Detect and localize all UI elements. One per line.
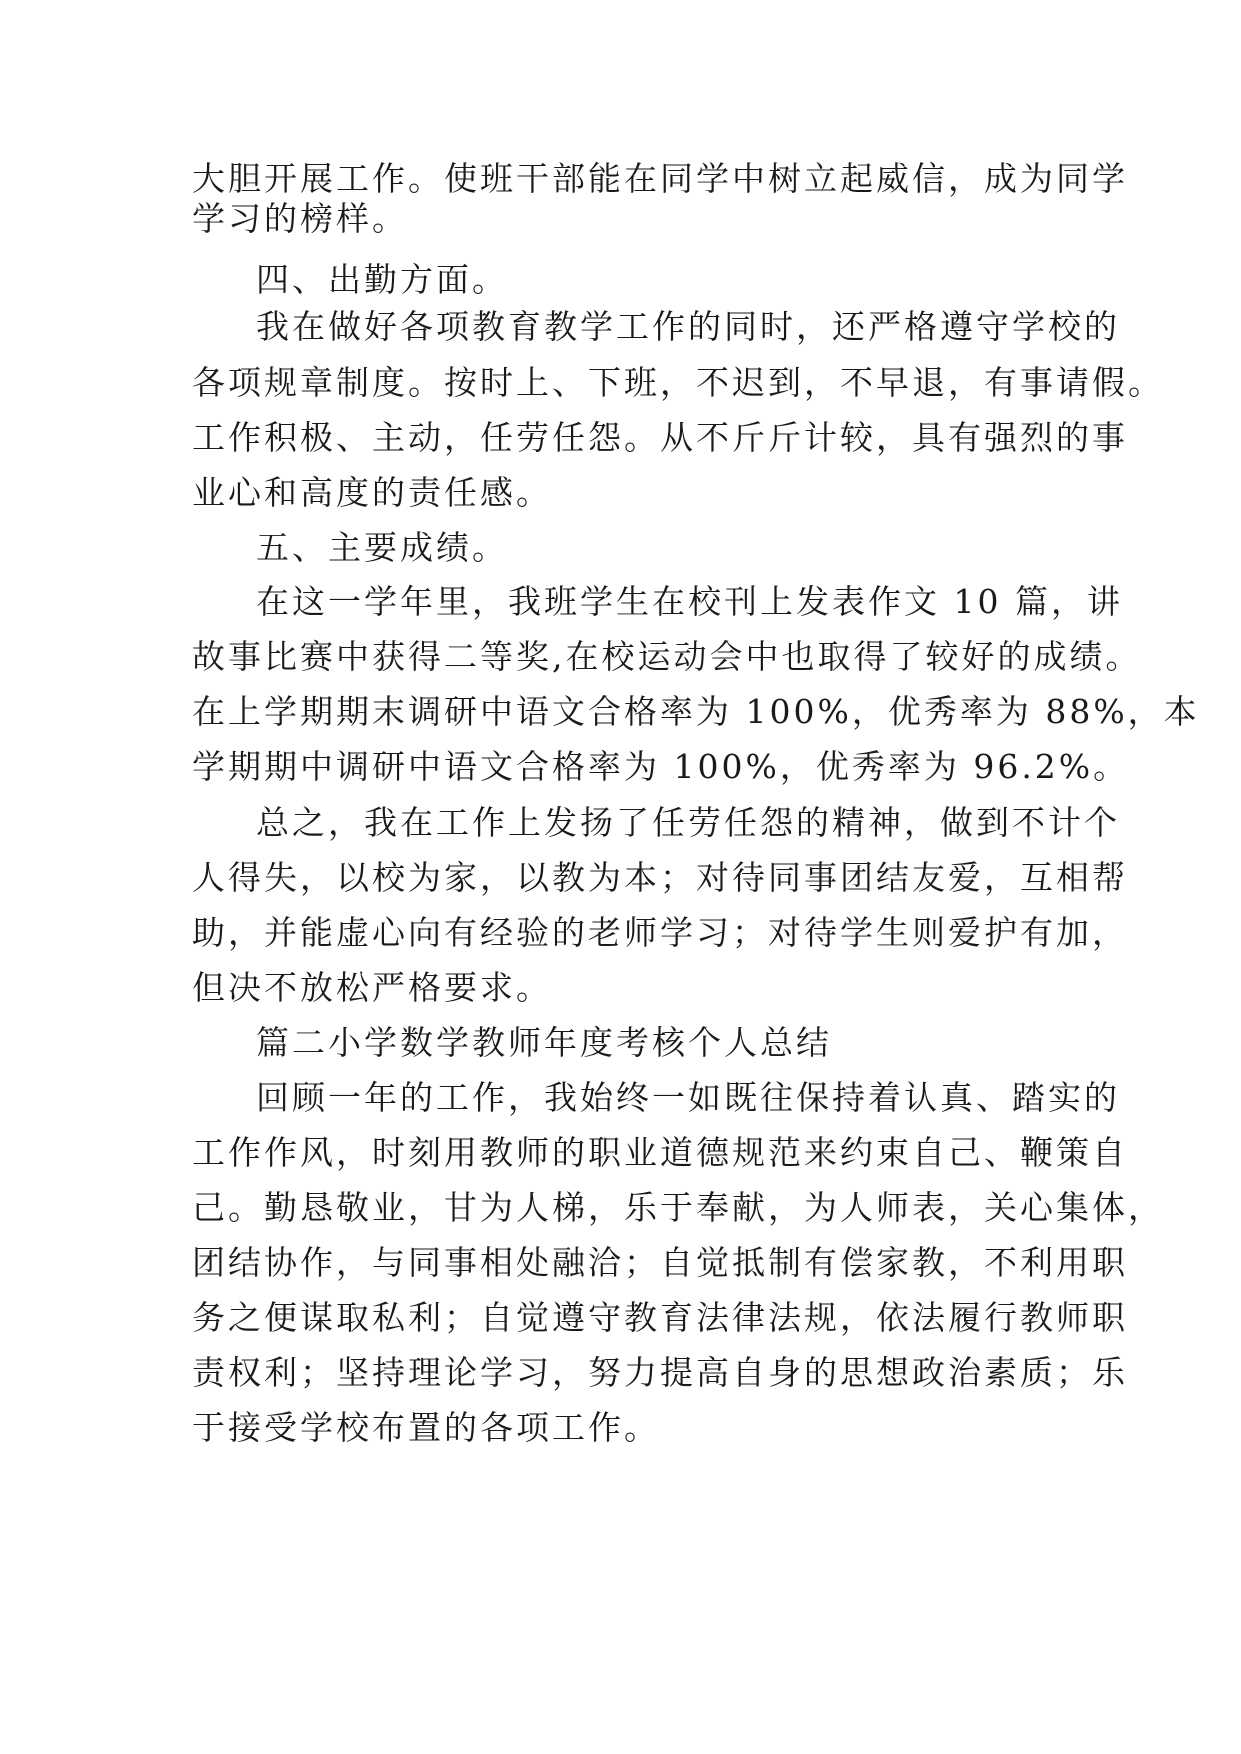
text-line: 工作作风，时刻用教师的职业道德规范来约束自己、鞭策自: [192, 1133, 1128, 1172]
text-line: 工作积极、主动，任劳任怨。从不斤斤计较，具有强烈的事: [192, 418, 1128, 457]
text-line: 团结协作，与同事相处融洽；自觉抵制有偿家教，不利用职: [192, 1243, 1128, 1282]
text-line: 回顾一年的工作，我始终一如既往保持着认真、踏实的: [256, 1078, 1120, 1117]
text-line: 业心和高度的责任感。: [192, 473, 552, 512]
text-line: 助，并能虚心向有经验的老师学习；对待学生则爱护有加，: [192, 913, 1128, 952]
section-heading: 五、主要成绩。: [256, 528, 508, 567]
text-line: 责权利；坚持理论学习，努力提高自身的思想政治素质；乐: [192, 1353, 1128, 1392]
section-heading: 四、出勤方面。: [256, 260, 508, 299]
text-line: 大胆开展工作。使班干部能在同学中树立起威信，成为同学: [192, 159, 1128, 198]
text-line: 务之便谋取私利；自觉遵守教育法律法规，依法履行教师职: [192, 1298, 1128, 1337]
text-line: 各项规章制度。按时上、下班，不迟到，不早退，有事请假。: [192, 363, 1164, 402]
text-line: 在这一学年里，我班学生在校刊上发表作文 10 篇，讲: [256, 582, 1123, 621]
text-line: 故事比赛中获得二等奖,在校运动会中也取得了较好的成绩。: [192, 637, 1142, 676]
text-line: 己。勤恳敬业，甘为人梯，乐于奉献，为人师表，关心集体，: [192, 1188, 1164, 1227]
text-line: 在上学期期末调研中语文合格率为 100%，优秀率为 88%，本: [192, 692, 1200, 731]
text-line: 总之，我在工作上发扬了任劳任怨的精神，做到不计个: [256, 803, 1120, 842]
text-line: 学习的榜样。: [192, 199, 408, 238]
text-line: 但决不放松严格要求。: [192, 968, 552, 1007]
text-line: 于接受学校布置的各项工作。: [192, 1408, 660, 1447]
article-title: 篇二小学数学教师年度考核个人总结: [256, 1023, 832, 1062]
text-line: 我在做好各项教育教学工作的同时，还严格遵守学校的: [256, 307, 1120, 346]
text-line: 学期期中调研中语文合格率为 100%，优秀率为 96.2%。: [192, 747, 1130, 786]
text-line: 人得失，以校为家，以教为本；对待同事团结友爱，互相帮: [192, 858, 1128, 897]
